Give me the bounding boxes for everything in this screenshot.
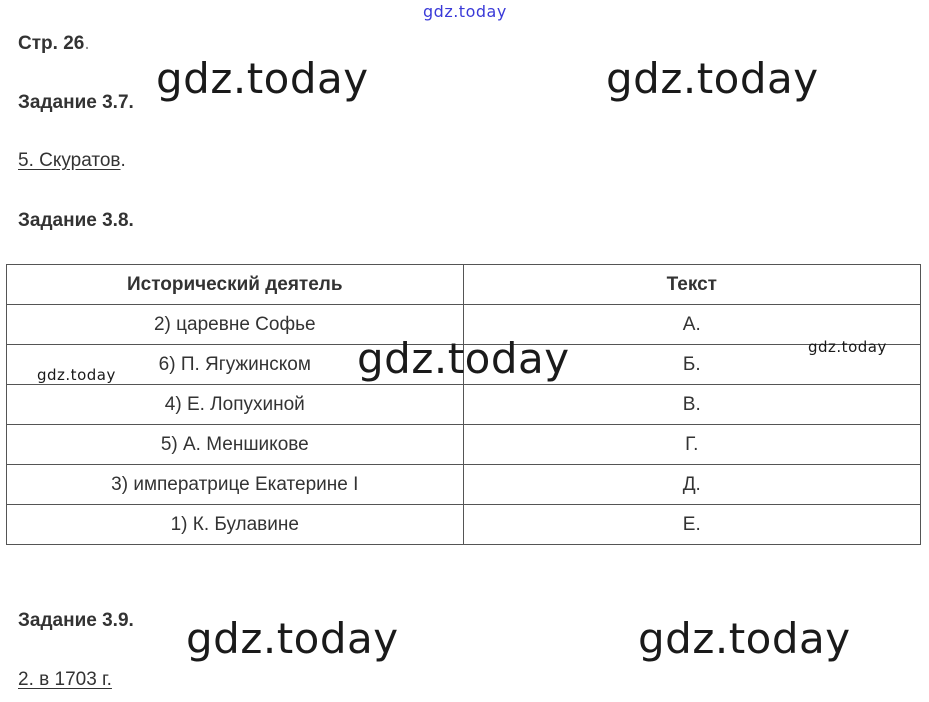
table-cell-text: Е. [463,505,920,545]
watermark: gdz.today [808,338,887,356]
table-row [7,425,921,465]
task-3-7-title: Задание 3.7. [18,92,134,113]
table-cell-text: Г. [463,425,920,465]
table-cell-figure: 4) Е. Лопухиной [7,385,464,425]
table-cell-figure: 3) императрице Екатерине I [7,465,464,505]
task-3-9-answer-text: 2. в 1703 г. [18,669,112,690]
table-row [7,505,921,545]
table-cell-text: А. [463,305,920,345]
watermark: gdz.today [423,2,507,21]
task-3-8-title: Задание 3.8. [18,210,134,231]
table-cell-figure: 1) К. Булавине [7,505,464,545]
table-row [7,385,921,425]
task-3-9-answer [18,669,112,691]
watermark: gdz.today [156,54,369,103]
watermark: gdz.today [357,334,570,383]
page-label-text: Стр. 26 [18,33,85,54]
table-cell-text: Д. [463,465,920,505]
table-cell-figure: 2) царевне Софье [7,305,464,345]
table-row [7,465,921,505]
task-3-7-answer [18,150,126,172]
task-3-9-title: Задание 3.9. [18,610,134,631]
watermark: gdz.today [606,54,819,103]
table-header-row [7,265,921,305]
answer-table [6,264,921,545]
table-cell-text: В. [463,385,920,425]
table-header-text: Текст [463,265,920,305]
watermark: gdz.today [186,614,399,663]
table-cell-figure: 5) А. Меншикове [7,425,464,465]
task-3-7-answer-tail: . [120,150,126,171]
watermark: gdz.today [37,366,116,384]
page-label [18,33,90,55]
table-header-figure: Исторический деятель [7,265,464,305]
watermark: gdz.today [638,614,851,663]
table-cell-figure: 6) П. Ягужинском [7,345,464,385]
table-cell-text: Б. [463,345,920,385]
page-label-dot: . [84,33,90,54]
task-3-7-answer-text: 5. Скуратов [18,150,121,171]
